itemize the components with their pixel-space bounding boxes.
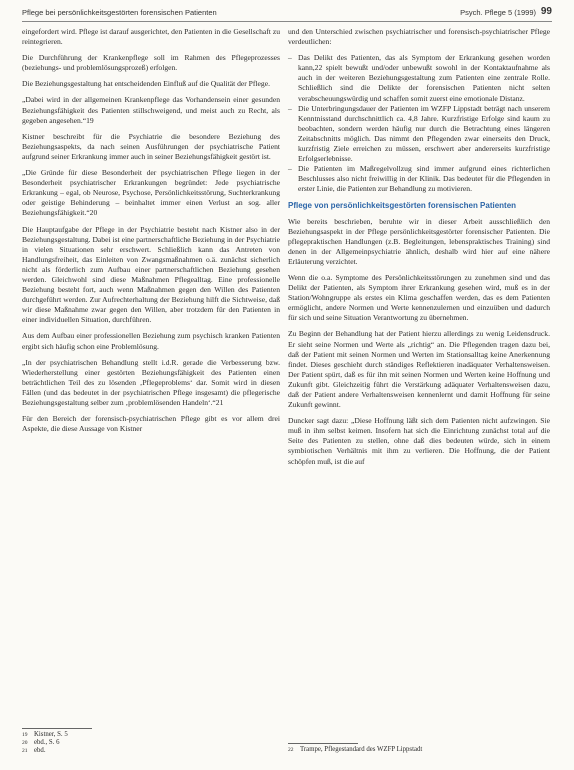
footnote — [22, 739, 68, 747]
left-column — [22, 27, 280, 440]
list-item: – Das Delikt des Patienten, das als Symptom der Erkrankung gesehen worden kann,22 spielt bewußt und/oder unbewußt sowohl in der Kontaktaufnahme als auch in der weiteren Beziehungsgestaltung zum Patienten eine zentrale Rolle. Schließlich sind die Delikte der forensischen Patienten nicht selten verabscheuungswürdig und schaffen somit zuerst eine emotionale Distanz. — [288, 53, 550, 103]
footnote-text: ebd., S. 6 — [34, 739, 60, 746]
footnote-text: ebd. — [34, 747, 46, 754]
list-item: – Die Patienten im Maßregelvollzug sind immer aufgrund eines richterlichen Beschlusses also nicht freiwillig in der Klinik. Das bedeutet für die Pflegenden in erster Linie, die Patienten zur Behandlung zu motivieren. — [288, 164, 550, 194]
paragraph: Duncker sagt dazu: „Diese Hoffnung läßt sich dem Patienten nicht aufzwingen. Sie muß in ihm selbst keimen. Insofern hat sich die Einrichtung zunächst total auf die Seite des Patienten zu stellen, ohne daß dies bedeuten würde, sich in einem symbiotischen Verhältnis mit ihm zu verlieren. Die Hoffnung, die der Patient schöpfen muß, ist die auf — [288, 416, 550, 466]
quote-paragraph: „In der psychiatrischen Behandlung stellt i.d.R. gerade die Verbesserung bzw. Wiederherstellung einer gestörten Beziehungsfähigkeit des Patienten einen beträchtlichen Teil des zu lösenden ‚Pflegeproblems‘ dar. Somit wird in diesen Fällen (und das bedeutet in der psychiatrischen Pflege insgesamt) die pflegerische Beziehungsgestaltung selber zum ‚problemlösenden Handeln‘.“21 — [22, 357, 280, 407]
footnote-number: 22 — [288, 747, 294, 753]
section-heading: Pflege von persönlichkeitsgestörten forensischen Patienten — [288, 200, 517, 210]
footnote-text: Trampe, Pflegestandard des WZFP Lippstadt — [300, 746, 423, 753]
paragraph: Die Hauptaufgabe der Pflege in der Psychiatrie besteht nach Kistner also in der Beziehungsgestaltung. Dabei ist eine partnerschaftliche Beziehung in der Psychiatrie in vielen Situationen sehr erschwert. Schließlich kann das Antreten von Handlungsfreiheit, das Einleiten von Zwangsmaßnahmen o.ä. zunächst sicherlich nicht als förderlich zum Aufbau einer partnerschaftlichen Beziehung gesehen werden. Gleichwohl sind diese Maßnahmen Pflegealltag. Eine professionelle Beziehung besteht fort, auch wenn Maßnahmen gegen den Willen des Patienten durchgeführt werden. Zur Aufrechterhaltung der Beziehung hilft die Sichtweise, daß wir diese Maßnahme zwar gegen den Willen, aber trotzdem für den Patienten in einer individuellen Situation, durchführen. — [22, 224, 280, 325]
footnote — [22, 747, 68, 755]
aspect-list — [288, 53, 550, 194]
quote-paragraph: „Die Gründe für diese Besonderheit der psychiatrischen Pflege liegen in der Besonderheit psychiatrischer Erkrankungen begründet: Jede psychiatrische Erkrankung – egal, ob Neurose, Psychose, Persönlichkeitsstörung, Suchterkrankung oder geistige Behinderung – beinhaltet immer einen Verlust an sog. aller Beziehungsfähigkeit.“20 — [22, 168, 280, 218]
footnote — [22, 731, 68, 739]
footnote-text: Kistner, S. 5 — [34, 731, 68, 738]
paragraph: Kistner beschreibt für die Psychiatrie die besondere Beziehung des Beziehungsaspekts, da nach seinen Ausführungen der psychiatrische Patient aufgrund seiner Erkrankung immer auch in seiner Beziehungsfähigkeit gestört ist. — [22, 131, 280, 161]
footnote-number: 19 — [22, 732, 28, 738]
footnote-rule — [288, 743, 358, 744]
footnote-rule — [22, 728, 92, 729]
paragraph: Für den Bereich der forensisch-psychiatrischen Pflege gibt es vor allem drei Aspekte, die diese Aussage von Kistner — [22, 414, 280, 434]
paragraph: Aus dem Aufbau einer professionellen Beziehung zum psychisch kranken Patienten ergibt sich häufig schon eine Problemlösung. — [22, 331, 280, 351]
footnotes-left — [22, 731, 68, 755]
paragraph: Wie bereits beschrieben, beruhte wir in dieser Arbeit ausschließlich den Beziehungsaspekt in der Pflege persönlichkeitsgestörter forensischer Patienten. Die pflegepraktischen Handlungen (z.B. Begleitungen, lebenspraktisches Training) sind denen in der Allgemeinpsychiatrie ähnlich, deshalb wird hier auf eine nähere Erläuterung verzichtet. — [288, 216, 550, 266]
header-rule — [22, 21, 552, 22]
footnote-number: 20 — [22, 740, 28, 746]
right-column — [288, 27, 550, 473]
running-header — [22, 6, 552, 20]
header-journal: Psych. Pflege 5 (1999) — [460, 8, 536, 17]
paragraph: Die Durchführung der Krankenpflege soll im Rahmen des Pflegeprozesses (beziehungs- und problemlösungsprozeß) erfolgen. — [22, 53, 280, 73]
paragraph: Wenn die o.a. Symptome des Persönlichkeitsstörungen zu zunehmen sind und das Delikt der Patienten, als Symptom ihrer Erkrankung gesehen wird, muß es in der Station/Wohngruppe als erstes ein Klima geschaffen werden, das es dem Patienten ermöglicht, andere Normen und Werte kennenzulernen und einzuüben und dadurch für sich und seine Situation Verantwortung zu übernehmen. — [288, 272, 550, 323]
footnote — [288, 746, 422, 754]
list-item: – Die Unterbringungsdauer der Patienten im WZFP Lippstadt beträgt nach unserem Kenntnisstand durchschnittlich ca. 4,8 Jahre. Kurzfristige Erfolge sind kaum zu beobachten, sondern werden häufig nur durch die Betrachtung eines längeren Zeitabschnitts möglich. Das nimmt den Pflegenden zwar einerseits den Druck, kurzfristig Ziele erreichen zu müssen, erschwert aber andererseits kurzfristige Erfolgserlebnisse. — [288, 104, 550, 165]
quote-paragraph: „Dabei wird in der allgemeinen Krankenpflege das Vorhandensein einer gesunden Beziehungsfähigkeit des Patienten stillschweigend, und meist auch zu Recht, als gegeben angesehen.“19 — [22, 95, 280, 125]
header-title: Pflege bei persönlichkeitsgestörten forensischen Patienten — [22, 8, 217, 17]
page-number: 99 — [540, 6, 552, 17]
paragraph: Zu Beginn der Behandlung hat der Patient hierzu allerdings zu wenig Leidensdruck. Er sieht seine Normen und Werte als „richtig“ an. Die Pflegenden tragen dazu bei, daß der Patient mit seinen Normen und Werten im Stationsalltag keine Anerkennung findet. Dieses geschieht durch ständiges Reflektieren inadäquater Verhaltensweisen. Der Patient spürt, daß es für ihn mit seinen Normen und Werten keine Hoffnung und Zukunft gibt. Gleichzeitig führt die Verstärkung adäquater Verhaltensweisen dazu, daß der Patient andere Verhaltensweisen kennenlernt und damit Hoffnung für seine Zukunft gewinnt. — [288, 329, 550, 410]
paragraph: eingefordert wird. Pflege ist darauf ausgerichtet, den Patienten in die Gesellschaft zu reintegrieren. — [22, 27, 280, 47]
footnote-number: 21 — [22, 748, 28, 754]
paragraph: Die Beziehungsgestaltung hat entscheidenden Einfluß auf die Qualität der Pflege. — [22, 79, 270, 89]
paragraph: und den Unterschied zwischen psychiatrischer und forensisch-psychiatrischer Pflege verdeutlichen: — [288, 27, 550, 47]
footnotes-right — [288, 746, 422, 754]
